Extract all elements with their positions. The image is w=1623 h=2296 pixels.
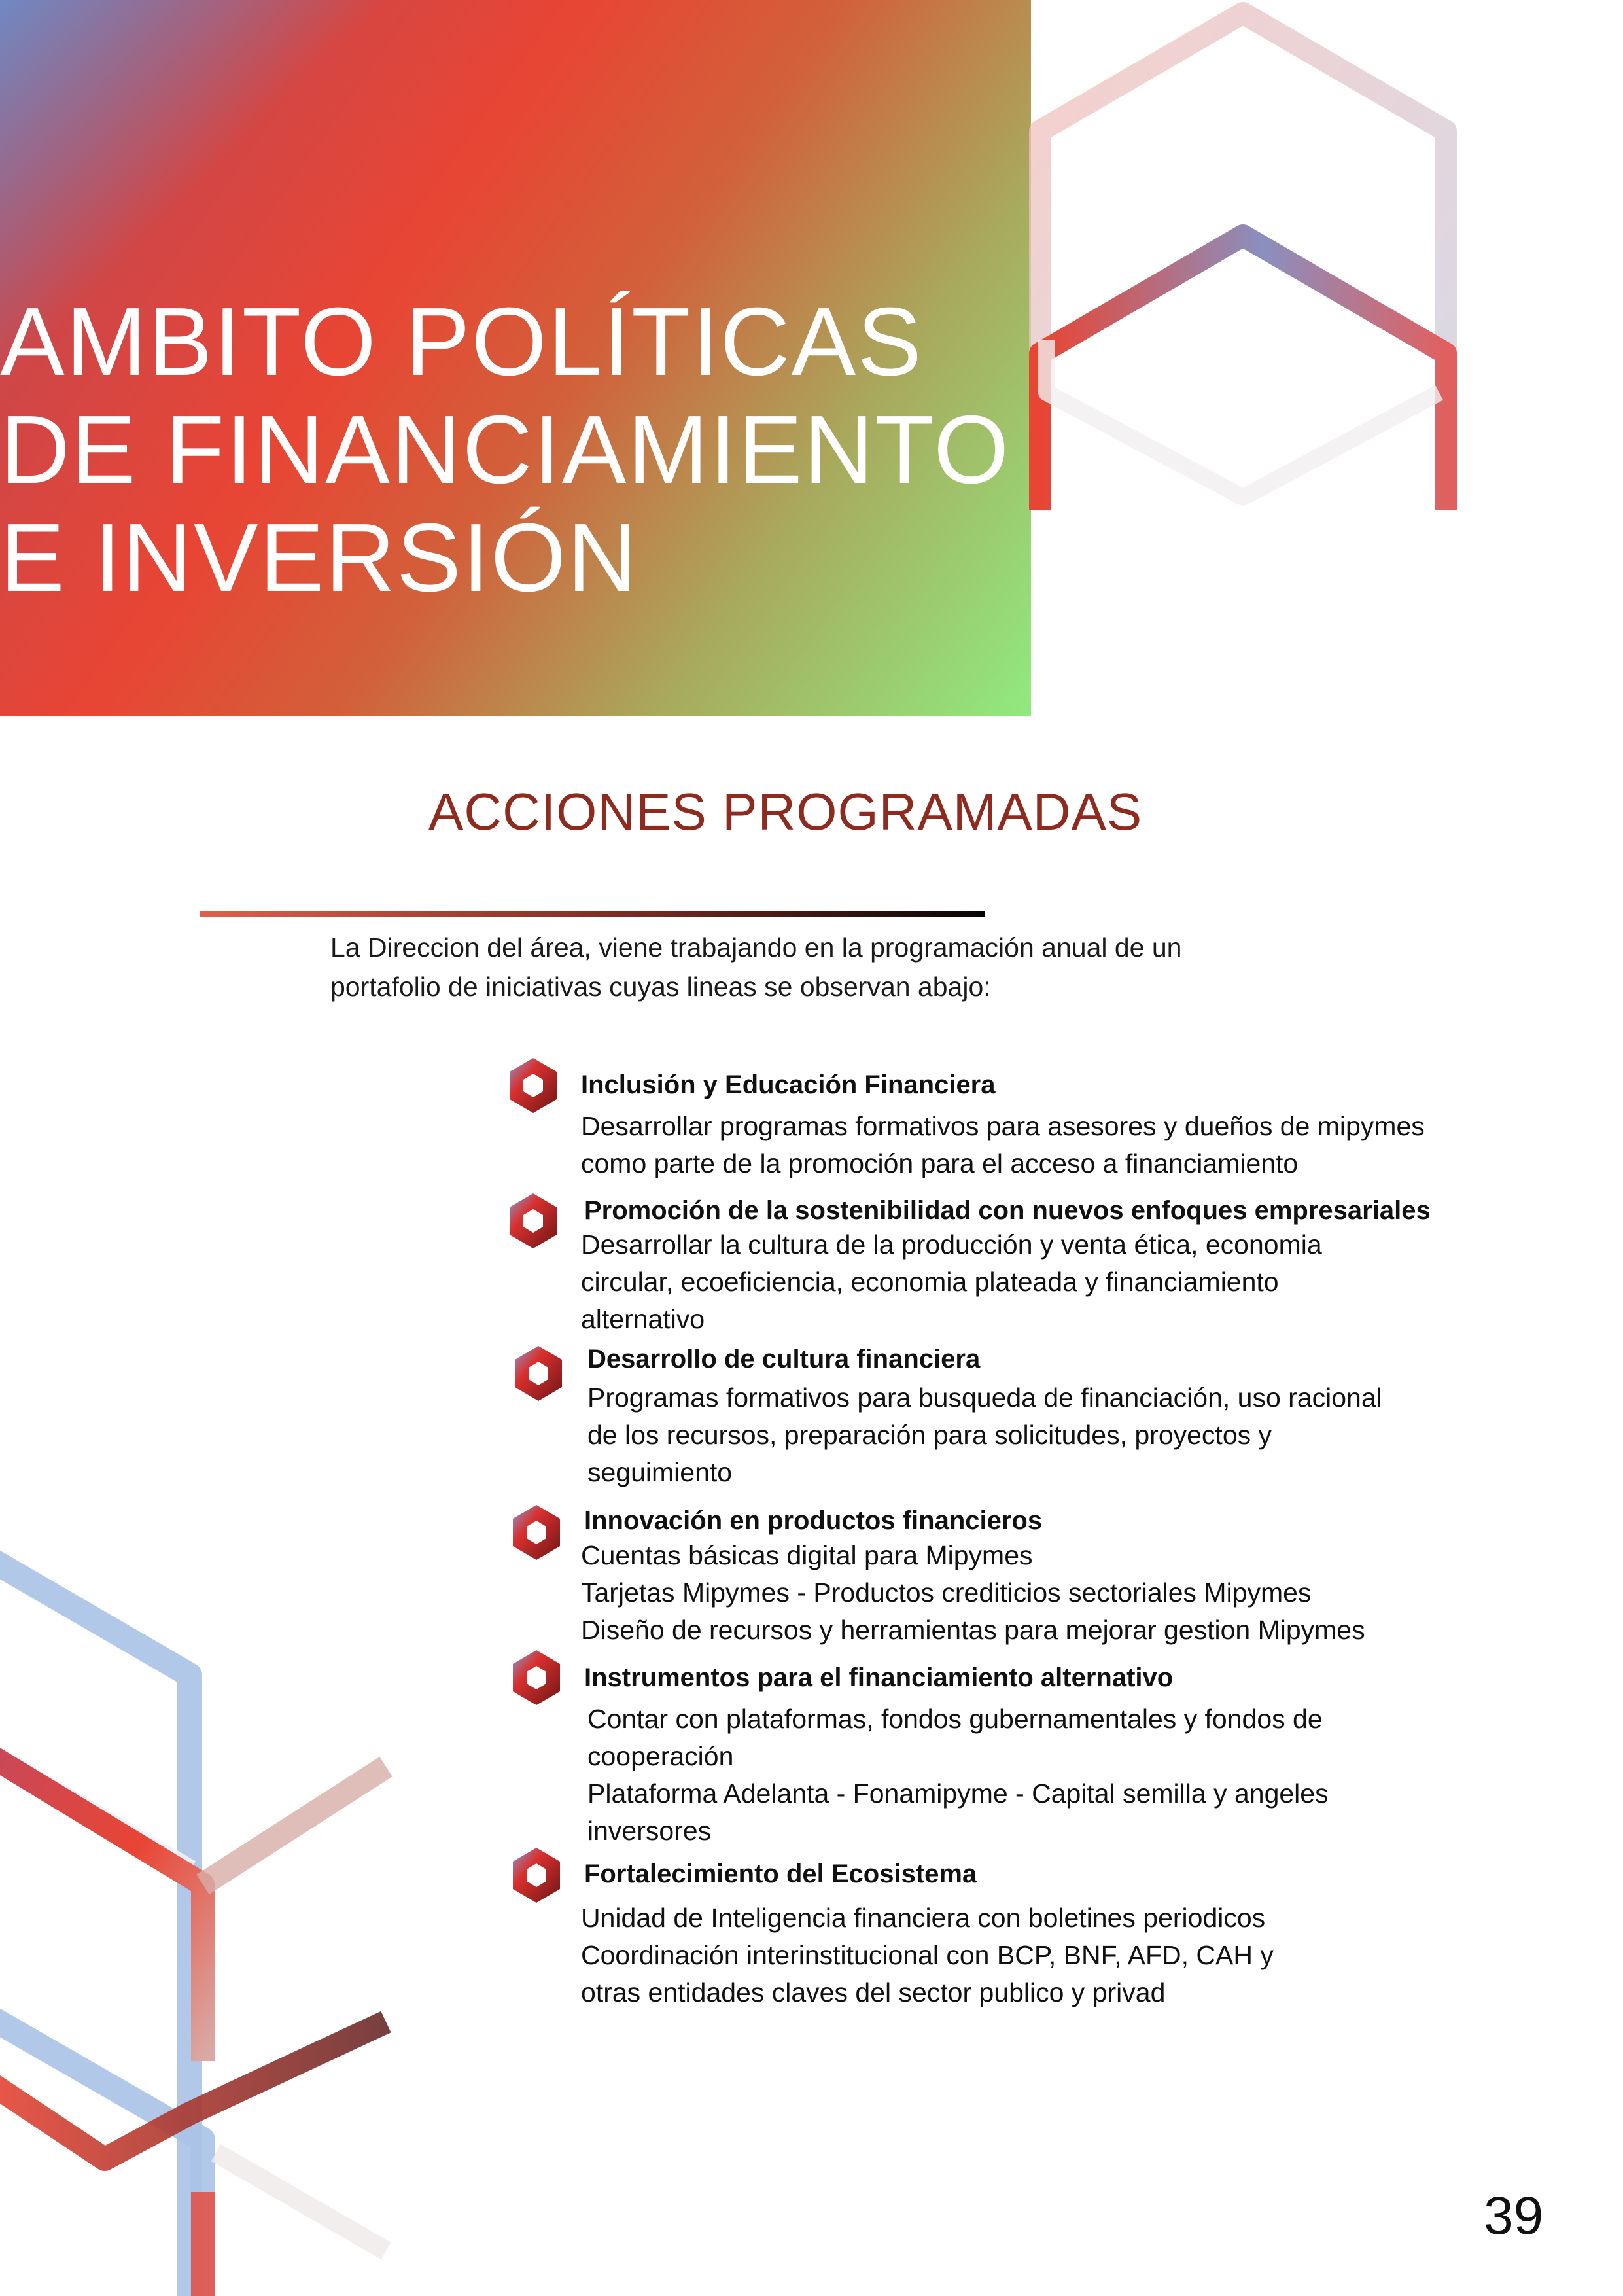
item-body [581,1537,1365,1649]
item-body [587,1701,1329,1850]
intro-line: portafolio de iniciativas cuyas lineas se observan abajo: [330,972,991,1002]
item-body [581,1899,1274,2011]
item-line: como parte de la promoción para el acceso a financiamiento [581,1148,1299,1178]
item-line: Plataforma Adelanta - Fonamipyme - Capital semilla y angeles [587,1778,1329,1809]
item-line: Cuentas básicas digital para Mipymes [581,1540,1033,1570]
hexagon-icon [507,1057,559,1114]
page-title-line-2: DE FINANCIAMIENTO [0,396,1011,504]
section-title: ACCIONES PROGRAMADAS [428,783,1143,841]
page-title [0,288,1010,612]
item-line: Desarrollar programas formativos para asesores y dueños de mipymes [581,1111,1425,1141]
page-title-line-3: E INVERSIÓN [0,504,638,612]
divider [200,911,985,917]
hexagon-icon [510,1846,563,1904]
header-banner [0,0,1031,716]
item-line: Tarjetas Mipymes - Productos crediticios sectoriales Mipymes [581,1578,1312,1608]
item-line: inversores [587,1816,712,1846]
hexagon-outline-decoration-bottom [0,1538,406,2296]
item-line: alternativo [581,1304,705,1334]
item-line: Coordinación interinstitucional con BCP, BNF, AFD, CAH y [581,1940,1274,1970]
item-line: circular, ecoeficiencia, economia plateada y financiamiento [581,1267,1279,1297]
page-title-line-1: AMBITO POLÍTICAS [0,288,923,396]
hexagon-outline-decoration-top [1021,0,1478,523]
item-line: otras entidades claves del sector publico y privad [581,1977,1166,2007]
item-title: Inclusión y Educación Financiera [581,1070,996,1099]
item-line: Unidad de Inteligencia financiera con boletines periodicos [581,1903,1266,1933]
intro-line: La Direccion del área, viene trabajando en la programación anual de un [330,932,1182,963]
item-title: Innovación en productos financieros [584,1506,1043,1535]
hexagon-icon [507,1192,559,1250]
hexagon-icon [510,1504,563,1561]
item-line: cooperación [587,1741,734,1771]
item-body [581,1108,1425,1182]
item-line: Desarrollar la cultura de la producción y venta ética, economia [581,1229,1322,1260]
item-title: Fortalecimiento del Ecosistema [584,1860,977,1888]
item-line: Contar con plataformas, fondos gubernamentales y fondos de [587,1704,1323,1734]
item-line: Diseño de recursos y herramientas para mejorar gestion Mipymes [581,1615,1365,1645]
item-line: Programas formativos para busqueda de financiación, uso racional [587,1383,1382,1413]
item-line: de los recursos, preparación para solicitudes, proyectos y [587,1420,1272,1450]
item-title: Desarrollo de cultura financiera [587,1345,981,1373]
page-number: 39 [1484,2186,1544,2246]
item-title: Promoción de la sostenibilidad con nuevos enfoques empresariales [584,1196,1431,1225]
hexagon-icon [510,1649,563,1706]
item-line: seguimiento [587,1457,733,1487]
hexagon-icon [512,1345,565,1402]
intro-text [330,928,1442,1006]
item-title: Instrumentos para el financiamiento alternativo [584,1663,1174,1692]
item-body [587,1379,1382,1491]
item-body [581,1226,1322,1338]
